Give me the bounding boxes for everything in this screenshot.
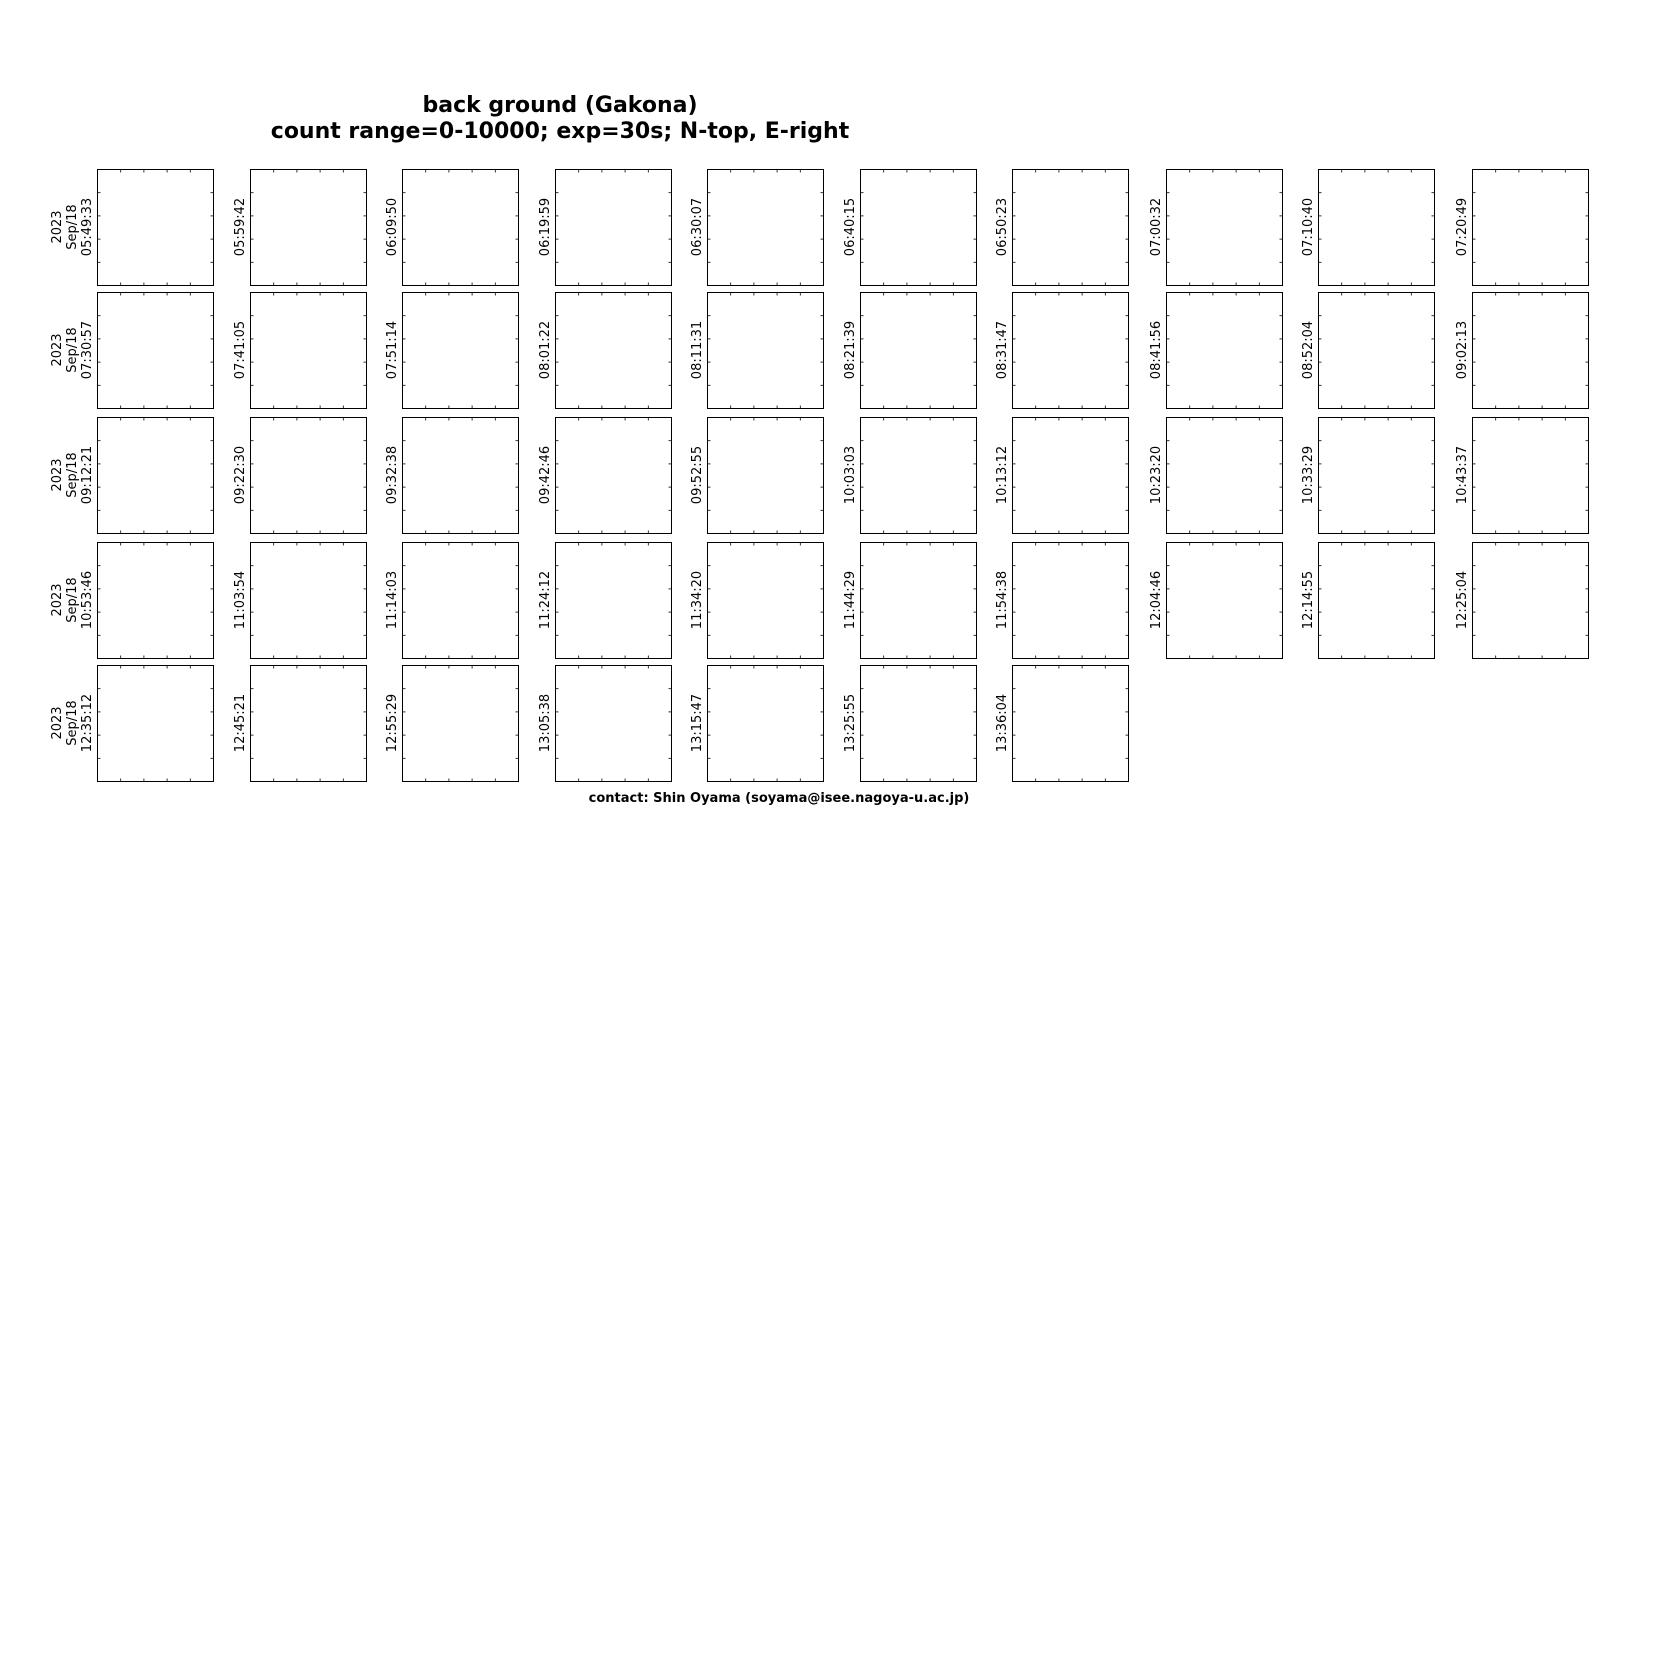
panel-frame — [556, 543, 672, 659]
panel-date-label: Sep/18 — [65, 700, 80, 746]
image-panel — [1301, 418, 1435, 534]
panel-frame — [251, 170, 367, 286]
panel-frame — [708, 666, 824, 782]
panel-frame — [556, 293, 672, 409]
image-panel — [50, 293, 214, 409]
image-panel — [233, 666, 367, 782]
panel-frame — [1473, 170, 1589, 286]
panel-time-label: 10:23:20 — [1149, 445, 1164, 505]
panel-frame — [403, 170, 519, 286]
panel-time-label: 12:35:12 — [80, 693, 95, 753]
image-panel — [233, 293, 367, 409]
panel-frame — [251, 666, 367, 782]
panel-time-label: 12:55:29 — [385, 693, 400, 753]
image-panel — [538, 293, 672, 409]
panel-time-label: 07:51:14 — [385, 320, 400, 380]
panel-frame — [403, 293, 519, 409]
panel-year-label: 2023 — [50, 458, 65, 492]
panel-time-label: 09:42:46 — [538, 445, 553, 505]
image-panel — [50, 543, 214, 659]
panel-frame — [98, 543, 214, 659]
panel-time-label: 07:00:32 — [1149, 197, 1164, 257]
panel-date-label: Sep/18 — [65, 452, 80, 498]
image-panel — [1149, 293, 1283, 409]
panel-time-label: 06:30:07 — [690, 197, 705, 257]
image-panel — [233, 543, 367, 659]
panel-frame — [1167, 170, 1283, 286]
image-panel — [538, 170, 672, 286]
image-panel — [690, 666, 824, 782]
image-panel — [843, 666, 977, 782]
panel-frame — [556, 170, 672, 286]
panel-frame — [403, 666, 519, 782]
image-panel — [843, 170, 977, 286]
panel-frame — [1473, 293, 1589, 409]
image-panel — [538, 666, 672, 782]
panel-frame — [1167, 293, 1283, 409]
panel-frame — [251, 543, 367, 659]
image-panel — [690, 293, 824, 409]
panel-frame — [403, 418, 519, 534]
image-panel — [1455, 418, 1589, 534]
panel-time-label: 13:36:04 — [995, 693, 1010, 753]
image-panel — [1301, 543, 1435, 659]
panel-frame — [98, 418, 214, 534]
panel-time-label: 11:44:29 — [843, 570, 858, 630]
panel-time-label: 05:59:42 — [233, 197, 248, 257]
panel-frame — [98, 170, 214, 286]
image-panel — [843, 418, 977, 534]
image-panel — [1455, 543, 1589, 659]
image-panel — [1455, 170, 1589, 286]
panel-grid — [0, 0, 1667, 800]
panel-frame — [1473, 543, 1589, 659]
image-panel — [1149, 418, 1283, 534]
panel-time-label: 10:03:03 — [843, 445, 858, 505]
panel-time-label: 07:10:40 — [1301, 197, 1316, 257]
panel-frame — [403, 543, 519, 659]
image-panel — [843, 293, 977, 409]
panel-frame — [1013, 666, 1129, 782]
panel-time-label: 08:52:04 — [1301, 320, 1316, 380]
panel-time-label: 09:02:13 — [1455, 320, 1470, 380]
panel-frame — [708, 418, 824, 534]
image-panel — [385, 543, 519, 659]
image-panel — [233, 170, 367, 286]
panel-time-label: 09:32:38 — [385, 445, 400, 505]
panel-time-label: 11:14:03 — [385, 570, 400, 630]
image-panel — [385, 170, 519, 286]
figure-subtitle: count range=0-10000; exp=30s; N-top, E-right — [270, 119, 850, 144]
panel-frame — [1167, 543, 1283, 659]
panel-frame — [1319, 293, 1435, 409]
image-panel — [690, 418, 824, 534]
panel-frame — [1013, 293, 1129, 409]
panel-time-label: 10:43:37 — [1455, 445, 1470, 505]
panel-time-label: 13:15:47 — [690, 693, 705, 753]
panel-frame — [1473, 418, 1589, 534]
panel-time-label: 08:11:31 — [690, 320, 705, 380]
panel-frame — [1167, 418, 1283, 534]
image-panel — [385, 418, 519, 534]
panel-frame — [1319, 543, 1435, 659]
image-panel — [50, 170, 214, 286]
panel-time-label: 06:09:50 — [385, 197, 400, 257]
image-panel — [50, 418, 214, 534]
panel-date-label: Sep/18 — [65, 204, 80, 250]
panel-frame — [251, 293, 367, 409]
image-panel — [690, 170, 824, 286]
panel-frame — [251, 418, 367, 534]
panel-frame — [708, 543, 824, 659]
image-panel — [538, 543, 672, 659]
panel-frame — [861, 666, 977, 782]
image-panel — [50, 666, 214, 782]
panel-time-label: 08:41:56 — [1149, 320, 1164, 380]
panel-time-label: 10:33:29 — [1301, 445, 1316, 505]
panel-time-label: 06:40:15 — [843, 197, 858, 257]
image-panel — [995, 293, 1129, 409]
contact-footer: contact: Shin Oyama (soyama@isee.nagoya-u.ac.jp) — [588, 791, 970, 806]
panel-frame — [98, 666, 214, 782]
image-panel — [995, 543, 1129, 659]
image-panel — [1301, 293, 1435, 409]
panel-year-label: 2023 — [50, 333, 65, 367]
panel-time-label: 10:13:12 — [995, 445, 1010, 505]
panel-year-label: 2023 — [50, 706, 65, 740]
panel-time-label: 12:45:21 — [233, 693, 248, 753]
image-panel — [233, 418, 367, 534]
image-panel — [538, 418, 672, 534]
panel-time-label: 11:24:12 — [538, 570, 553, 630]
panel-time-label: 12:25:04 — [1455, 570, 1470, 630]
panel-time-label: 11:54:38 — [995, 570, 1010, 630]
panel-time-label: 05:49:33 — [80, 197, 95, 257]
panel-frame — [708, 293, 824, 409]
panel-frame — [861, 418, 977, 534]
panel-time-label: 06:19:59 — [538, 197, 553, 257]
image-panel — [995, 170, 1129, 286]
panel-frame — [861, 543, 977, 659]
panel-frame — [708, 170, 824, 286]
panel-time-label: 08:01:22 — [538, 320, 553, 380]
panel-time-label: 06:50:23 — [995, 197, 1010, 257]
panel-frame — [556, 666, 672, 782]
panel-time-label: 13:05:38 — [538, 693, 553, 753]
panel-frame — [1013, 170, 1129, 286]
panel-time-label: 09:22:30 — [233, 445, 248, 505]
panel-frame — [556, 418, 672, 534]
image-panel — [690, 543, 824, 659]
panel-frame — [98, 293, 214, 409]
panel-frame — [861, 293, 977, 409]
image-panel — [1149, 170, 1283, 286]
panel-time-label: 10:53:46 — [80, 570, 95, 630]
panel-time-label: 12:14:55 — [1301, 570, 1316, 630]
panel-time-label: 09:52:55 — [690, 445, 705, 505]
panel-time-label: 11:03:54 — [233, 570, 248, 630]
panel-year-label: 2023 — [50, 210, 65, 244]
image-panel — [995, 418, 1129, 534]
image-panel — [1455, 293, 1589, 409]
panel-year-label: 2023 — [50, 583, 65, 617]
panel-time-label: 13:25:55 — [843, 693, 858, 753]
panel-time-label: 07:20:49 — [1455, 197, 1470, 257]
figure-title: back ground (Gakona) — [422, 93, 698, 118]
panel-frame — [861, 170, 977, 286]
panel-frame — [1013, 418, 1129, 534]
panel-time-label: 11:34:20 — [690, 570, 705, 630]
panel-time-label: 08:31:47 — [995, 320, 1010, 380]
panel-frame — [1319, 418, 1435, 534]
panel-time-label: 08:21:39 — [843, 320, 858, 380]
image-panel — [1149, 543, 1283, 659]
image-panel — [1301, 170, 1435, 286]
panel-date-label: Sep/18 — [65, 577, 80, 623]
panel-frame — [1013, 543, 1129, 659]
panel-time-label: 07:41:05 — [233, 320, 248, 380]
image-panel — [843, 543, 977, 659]
panel-time-label: 07:30:57 — [80, 320, 95, 380]
image-panel — [385, 293, 519, 409]
panel-frame — [1319, 170, 1435, 286]
panel-time-label: 12:04:46 — [1149, 570, 1164, 630]
image-panel — [995, 666, 1129, 782]
image-panel — [385, 666, 519, 782]
panel-date-label: Sep/18 — [65, 327, 80, 373]
panel-time-label: 09:12:21 — [80, 445, 95, 505]
